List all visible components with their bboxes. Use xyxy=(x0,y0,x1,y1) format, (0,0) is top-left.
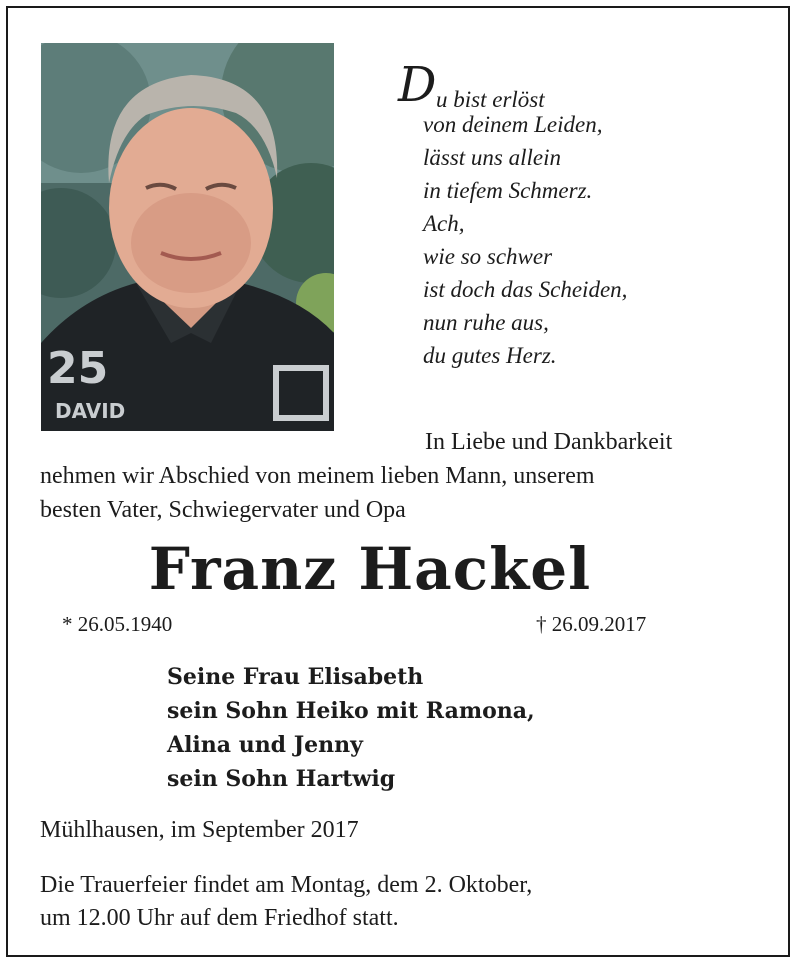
shirt-print-number: 25 xyxy=(47,343,109,394)
intro-line: In Liebe und Dankbarkeit xyxy=(425,429,673,455)
poem-line: lässt uns allein xyxy=(423,145,562,170)
place-date: Mühlhausen, im September 2017 xyxy=(40,817,359,843)
intro-line: nehmen wir Abschied von meinem lieben Mann, unserem xyxy=(40,463,595,489)
birth-date: * 26.05.1940 xyxy=(62,612,173,636)
intro-line: besten Vater, Schwiegervater und Opa xyxy=(40,497,406,523)
funeral-line: Die Trauerfeier findet am Montag, dem 2. Oktober, xyxy=(40,872,533,898)
poem-line: u bist erlöst xyxy=(436,87,545,112)
portrait-photo xyxy=(41,43,334,431)
family-member: Seine Frau Elisabeth xyxy=(167,664,424,690)
poem-line: in tiefem Schmerz. xyxy=(423,178,593,203)
poem-first-line xyxy=(398,57,778,113)
poem-line: von deinem Leiden, xyxy=(423,112,603,137)
poem-line: du gutes Herz. xyxy=(423,343,557,368)
poem-line: nun ruhe aus, xyxy=(423,310,549,335)
deceased-name: Franz Hackel xyxy=(148,535,592,603)
poem-line: ist doch das Scheiden, xyxy=(423,277,628,302)
death-date: † 26.09.2017 xyxy=(536,612,647,636)
family-member: sein Sohn Heiko mit Ramona, xyxy=(167,698,535,724)
funeral-line: um 12.00 Uhr auf dem Friedhof statt. xyxy=(40,905,399,931)
poem-dropcap: D xyxy=(398,57,437,113)
poem xyxy=(398,58,778,372)
shirt-print-text: DAVID xyxy=(55,399,126,423)
poem-line: Ach, xyxy=(423,211,465,236)
family-list xyxy=(167,660,535,796)
poem-line: wie so schwer xyxy=(423,244,553,269)
family-member: Alina und Jenny xyxy=(167,732,363,758)
family-member: sein Sohn Hartwig xyxy=(167,766,396,792)
farewell-intro xyxy=(40,425,780,527)
funeral-notice xyxy=(40,869,532,935)
